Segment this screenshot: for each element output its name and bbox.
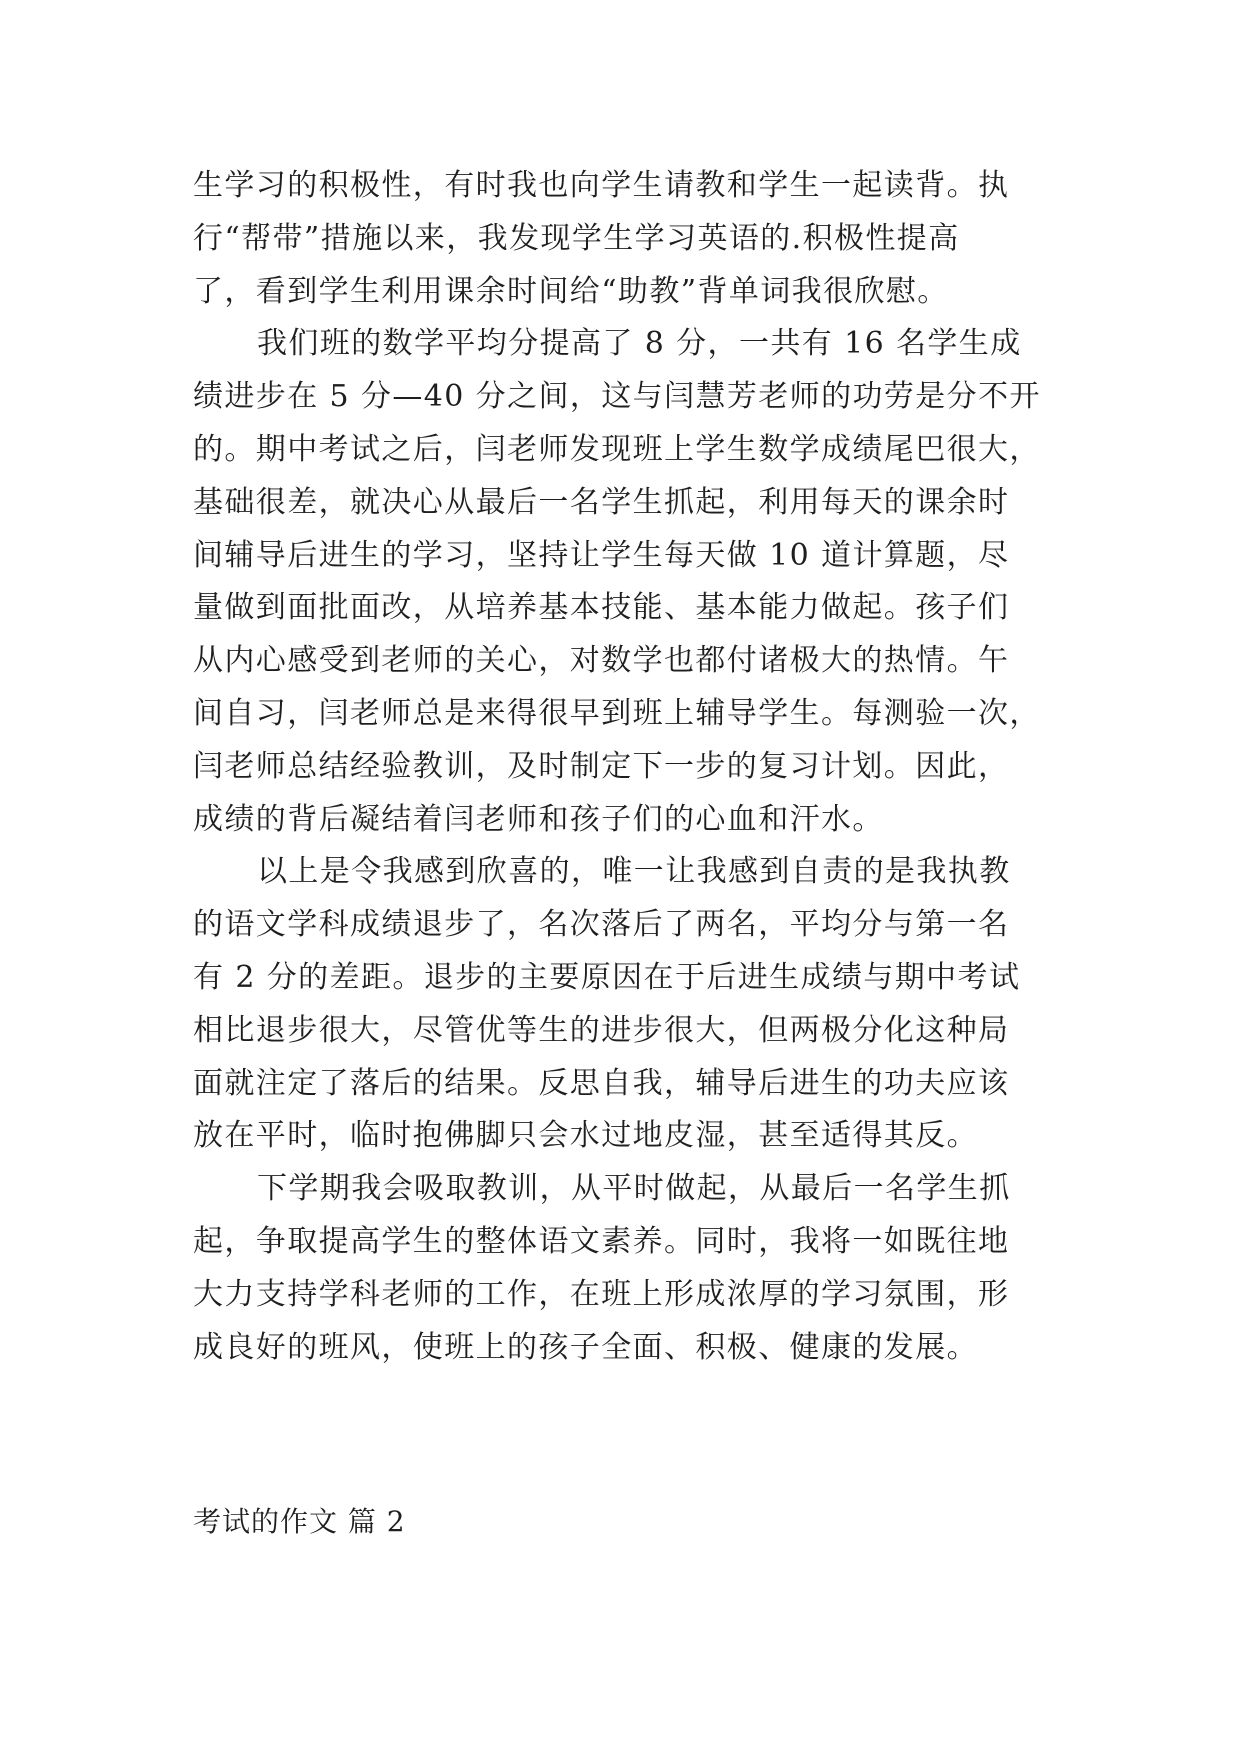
text-line: 成良好的班风，使班上的孩子全面、积极、健康的发展。 <box>193 1329 978 1365</box>
text-line: 间自习，闫老师总是来得很早到班上辅导学生。每测验一次， <box>193 695 1041 731</box>
text-line: 从内心感受到老师的关心，对数学也都付诸极大的热情。午 <box>193 643 1010 679</box>
text-line: 的。期中考试之后，闫老师发现班上学生数学成绩尾巴很大， <box>193 431 1041 467</box>
paragraph <box>193 846 1053 1163</box>
text-line: 下学期我会吸取教训，从平时做起，从最后一名学生抓 <box>257 1171 1011 1207</box>
paragraph <box>193 318 1053 846</box>
text-line: 成绩的背后凝结着闫老师和孩子们的心血和汗水。 <box>193 801 884 837</box>
text-line: 行“帮带”措施以来，我发现学生学习英语的.积极性提高 <box>193 220 960 256</box>
text-line: 的语文学科成绩退步了，名次落后了两名，平均分与第一名 <box>193 907 1010 943</box>
section-heading: 考试的作文 篇 2 <box>193 1505 406 1538</box>
text-line: 闫老师总结经验教训，及时制定下一步的复习计划。因此， <box>193 748 1010 784</box>
paragraph <box>193 160 1053 318</box>
paragraph <box>193 1163 1053 1374</box>
body-text <box>193 160 1053 1374</box>
text-line: 基础很差，就决心从最后一名学生抓起，利用每天的课余时 <box>193 484 1010 520</box>
text-line: 有 2 分的差距。退步的主要原因在于后进生成绩与期中考试 <box>193 959 1021 995</box>
text-line: 绩进步在 5 分—40 分之间，这与闫慧芳老师的功劳是分不开 <box>193 379 1041 415</box>
text-line: 生学习的积极性，有时我也向学生请教和学生一起读背。执 <box>193 168 1010 203</box>
text-line: 了，看到学生利用课余时间给“助教”背单词我很欣慰。 <box>193 273 949 309</box>
text-line: 以上是令我感到欣喜的，唯一让我感到自责的是我执教 <box>257 854 1011 890</box>
text-line: 面就注定了落后的结果。反思自我，辅导后进生的功夫应该 <box>193 1065 1010 1101</box>
text-line: 起，争取提高学生的整体语文素养。同时，我将一如既往地 <box>193 1223 1010 1259</box>
text-line: 相比退步很大，尽管优等生的进步很大，但两极分化这种局 <box>193 1012 1010 1048</box>
text-line: 放在平时，临时抱佛脚只会水过地皮湿，甚至适得其反。 <box>193 1118 978 1154</box>
text-line: 量做到面批面改，从培养基本技能、基本能力做起。孩子们 <box>193 590 1010 626</box>
text-line: 间辅导后进生的学习，坚持让学生每天做 10 道计算题，尽 <box>193 537 1010 573</box>
text-line: 我们班的数学平均分提高了 8 分，一共有 16 名学生成 <box>257 326 1022 362</box>
text-line: 大力支持学科老师的工作，在班上形成浓厚的学习氛围，形 <box>193 1276 1010 1312</box>
